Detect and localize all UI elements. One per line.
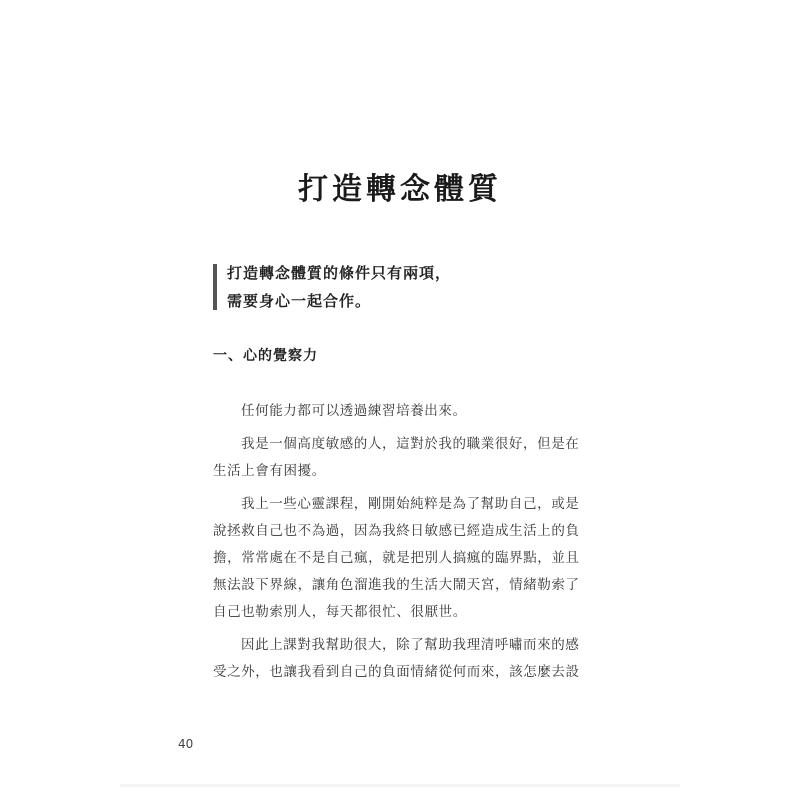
- paragraph: [213, 632, 585, 686]
- pull-quote-line-2: 需要身心一起合作。: [227, 292, 372, 310]
- paragraph: [213, 491, 585, 626]
- pull-quote-line-1: 打造轉念體質的條件只有兩項，: [227, 264, 452, 282]
- paragraph-line: 擔，常常處在不是自己瘋，就是把別人搞瘋的臨界點，並且: [213, 550, 580, 566]
- paragraph-line: 因此上課對我幫助很大，除了幫助我理清呼嘯而來的感: [241, 637, 580, 653]
- chapter-title: 打造轉念體質: [298, 172, 502, 207]
- pull-quote-bar: [213, 264, 217, 310]
- body-text: [213, 398, 585, 686]
- paragraph-line: 說拯救自己也不為過，因為我終日敏感已經造成生活上的負: [213, 523, 580, 539]
- page-number: 40: [178, 737, 194, 751]
- section-heading: 一、心的覺察力: [213, 348, 318, 364]
- paragraph-line: 生活上會有困擾。: [213, 463, 326, 479]
- paragraph-line: 我上一些心靈課程，剛開始純粹是為了幫助自己，或是: [241, 496, 580, 512]
- paragraph-line: 受之外，也讓我看到自己的負面情緒從何而來，該怎麼去設: [213, 664, 580, 680]
- paragraph-line: 任何能力都可以透過練習培養出來。: [241, 403, 467, 419]
- page-bottom-edge: [120, 784, 680, 787]
- paragraph: [213, 398, 585, 425]
- paragraph-line: 我是一個高度敏感的人，這對於我的職業很好，但是在: [241, 436, 580, 452]
- pull-quote: [213, 262, 593, 312]
- paragraph: [213, 431, 585, 485]
- paragraph-line: 無法設下界線，讓角色溜進我的生活大鬧天宮，情緒勒索了: [213, 577, 580, 593]
- paragraph-line: 自己也勒索別人，每天都很忙、很厭世。: [213, 604, 467, 620]
